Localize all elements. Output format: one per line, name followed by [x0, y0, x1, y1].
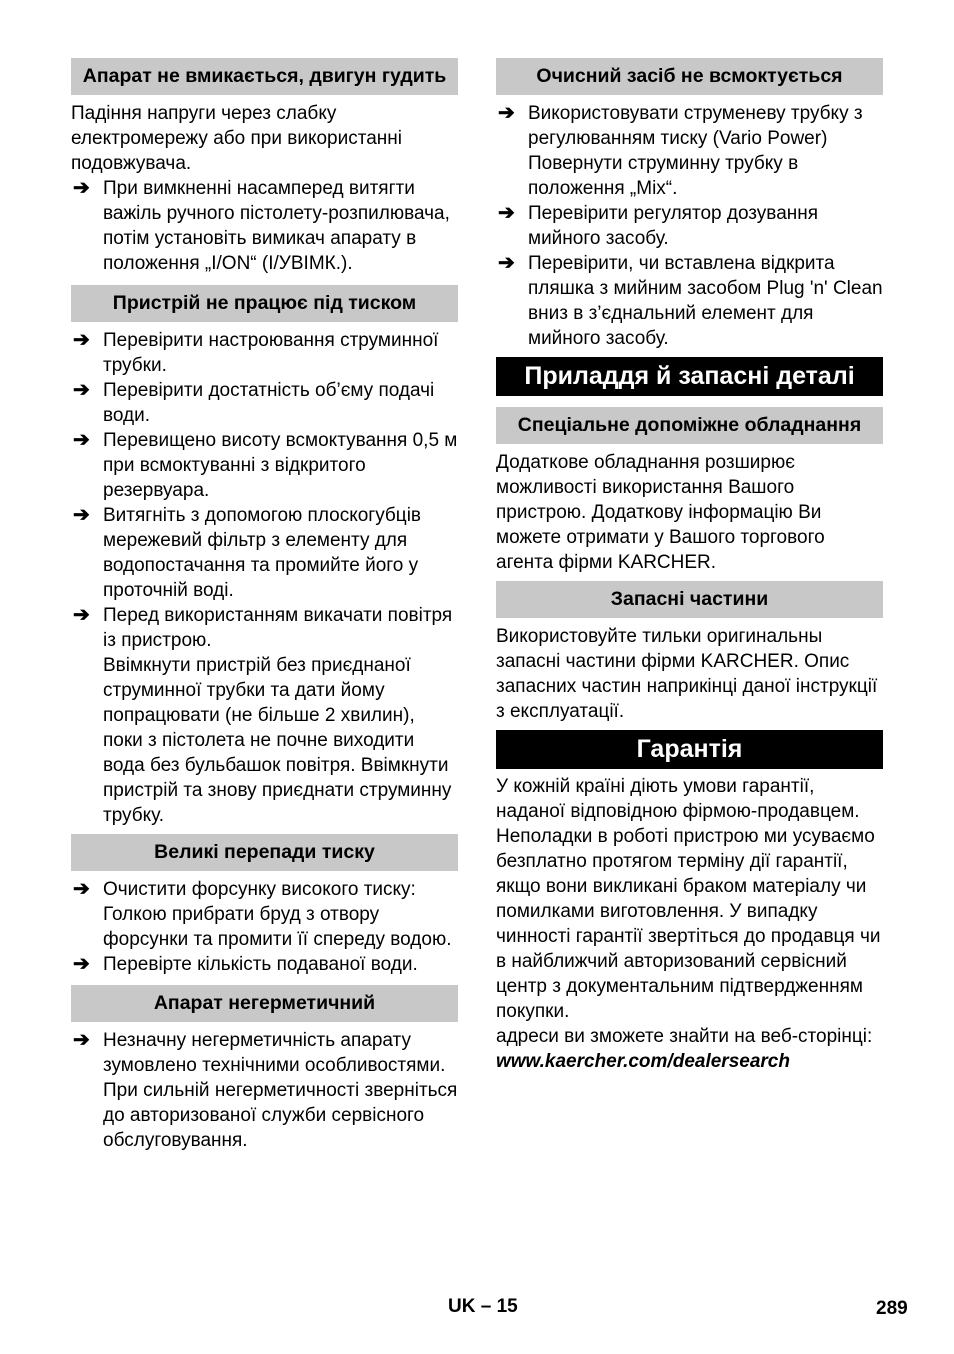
arrow-right-icon: ➔	[73, 379, 90, 401]
list-item: ➔ Перед використанням викачати повітря із пристрою.	[73, 604, 453, 651]
list-item: ➔ Використовувати струменеву трубку з регулюванням тиску (Vario Power) Повернути струминну трубку в положення „Mix“.	[498, 102, 863, 199]
section-heading-detergent: Очисний засіб не всмоктується	[496, 58, 883, 95]
arrow-right-icon: ➔	[498, 252, 515, 274]
section-heading-no-pressure: Пристрій не працює під тиском	[71, 285, 458, 322]
bullet-list	[71, 877, 458, 977]
list-continuation: Ввімкнути пристрій без приєднаної струминної трубки та дати йому попрацювати (не більше 2 хвилин), поки з пістолета не почне виходити вода без бульбашок повітря. Ввімкнути пристрій та знову приєднати струминну трубку.	[103, 655, 452, 826]
left-column	[71, 58, 458, 1153]
list-item: ➔ Перевірити достатність об’єму подачі води.	[73, 379, 435, 426]
section-heading-leaking: Апарат негерметичний	[71, 985, 458, 1022]
arrow-right-icon: ➔	[73, 329, 90, 351]
list-item: ➔ Незначну негерметичність апарату зумовлено технічними особливостями. При сильній негерметичності зверніться до авторизованої служби сервісного обслуговування.	[73, 1029, 458, 1151]
bullet-list	[71, 328, 458, 653]
bullet-list	[496, 101, 883, 351]
bullet-list	[71, 1028, 458, 1153]
dealer-search-link[interactable]: www.kaercher.com/dealersearch	[496, 1051, 790, 1072]
address-text: адреси ви зможете знайти на веб-сторінці:	[496, 1026, 873, 1047]
arrow-right-icon: ➔	[73, 177, 90, 199]
list-item: ➔ Перевірити регулятор дозування мийного засобу.	[498, 202, 819, 249]
arrow-right-icon: ➔	[498, 102, 515, 124]
list-item: ➔ При вимкненні насамперед витягти важіль ручного пістолету-розпилювача, потім установіть вимикач апарату в положення „I/ON“ (I/УВІМК.).	[73, 177, 450, 274]
section-intro: Падіння напруги через слабку електромережу або при використанні подовжувача.	[71, 103, 402, 174]
arrow-right-icon: ➔	[73, 1029, 90, 1051]
list-item: ➔ Витягніть з допомогою плоскогубців мережевий фільтр з елементу для водопостачання та промийте його у проточній воді.	[73, 504, 422, 601]
section-heading-pressure-fluctuations: Великі перепади тиску	[71, 834, 458, 871]
section-text: Додаткове обладнання розширює можливості використання Вашого пристрою. Додаткову інформацію Ви можете отримати у Вашого торгового агента фірми KARCHER.	[496, 452, 825, 573]
list-item: ➔ Перевірити, чи вставлена відкрита пляшка з мийним засобом Plug 'n' Clean вниз в з’єднальний елемент для мийного засобу.	[498, 252, 883, 349]
arrow-right-icon: ➔	[498, 202, 515, 224]
footer-section-number: UK – 15	[448, 1296, 518, 1317]
warranty-text: У кожній країні діють умови гарантії, наданої відповідною фірмою-продавцем. Неполадки в роботі пристрою ми усуваємо безплатно протягом терміну дії гарантії, якщо вони викликані браком матеріалу чи помилками виготовлення. У випадку чинності гарантії звертіться до продавця чи в найближчий авторизований сервісний центр з документальним підтвердженням покупки.	[496, 776, 881, 1022]
section-heading-special-accessories: Спеціальне допоміжне обладнання	[496, 407, 883, 444]
chapter-heading-accessories: Приладдя й запасні деталі	[496, 357, 883, 396]
arrow-right-icon: ➔	[73, 953, 90, 975]
list-item: ➔ Очистити форсунку високого тиску: Голкою прибрати бруд з отвору форсунки та промити її спереду водою.	[73, 878, 452, 950]
list-item: ➔ Перевищено висоту всмоктування 0,5 м при всмоктуванні з відкритого резервуара.	[73, 429, 458, 501]
arrow-right-icon: ➔	[73, 604, 90, 626]
bullet-list	[71, 176, 458, 276]
arrow-right-icon: ➔	[73, 429, 90, 451]
section-heading-not-starting: Апарат не вмикається, двигун гудить	[71, 58, 458, 95]
list-item: ➔ Перевірити настроювання струминної трубки.	[73, 329, 439, 376]
list-item: ➔ Перевірте кількість подаваної води.	[73, 953, 418, 975]
arrow-right-icon: ➔	[73, 504, 90, 526]
section-heading-spare-parts: Запасні частини	[496, 581, 883, 618]
chapter-heading-warranty: Гарантія	[496, 730, 883, 769]
right-column	[496, 58, 883, 1074]
section-text: Використовуйте тильки оригинальны запасні частини фірми KARCHER. Опис запасних частин наприкінці даної інструкції з експлуатації.	[496, 626, 878, 722]
page-number: 289	[876, 1298, 908, 1319]
arrow-right-icon: ➔	[73, 878, 90, 900]
